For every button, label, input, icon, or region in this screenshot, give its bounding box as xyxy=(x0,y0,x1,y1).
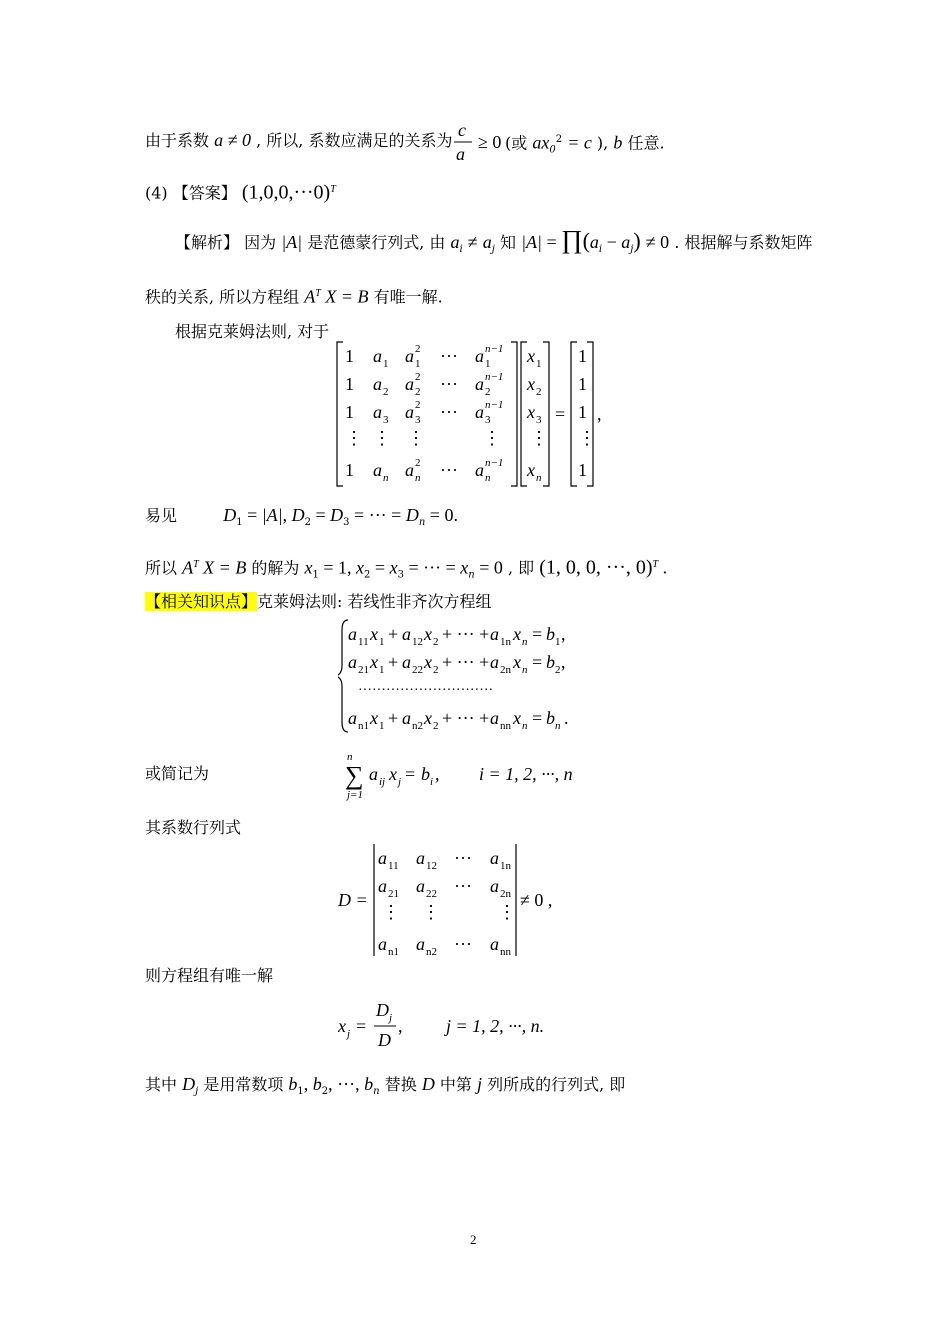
svg-text:a: a xyxy=(490,876,499,896)
svg-text:n2: n2 xyxy=(426,946,437,958)
svg-text:a: a xyxy=(373,402,382,422)
svg-text:n1: n1 xyxy=(358,720,369,732)
svg-text:n: n xyxy=(536,472,542,484)
svg-text:1: 1 xyxy=(578,402,587,422)
svg-text:···: ··· xyxy=(440,402,458,422)
svg-text:b: b xyxy=(546,652,555,672)
svg-text:=: = xyxy=(356,1016,367,1036)
svg-text:⋮: ⋮ xyxy=(373,428,391,448)
math-xj-formula xyxy=(338,996,568,1052)
svg-text:+: + xyxy=(388,652,399,672)
svg-text:a: a xyxy=(405,402,414,422)
svg-text:+ ··· +: + ··· + xyxy=(442,624,490,644)
svg-text:x: x xyxy=(424,652,432,672)
svg-text:2: 2 xyxy=(433,664,439,676)
line-easy-see: 易见 $D_1 = |A|$, $D_2 = D_3$ = ··· = $D_n = 0$. xyxy=(145,505,458,529)
svg-text:a: a xyxy=(348,652,357,672)
text-coeff-determinant: 其系数行列式 xyxy=(145,818,242,837)
svg-text:a: a xyxy=(373,460,382,480)
math-xj-rhs: j = 1, 2, ···, n. xyxy=(446,1016,545,1036)
svg-text:,: , xyxy=(597,404,602,424)
svg-text:x: x xyxy=(513,708,521,728)
math-b-list: b xyxy=(288,1074,298,1094)
svg-text:1: 1 xyxy=(415,358,421,370)
svg-text:x: x xyxy=(527,460,535,480)
svg-text:a: a xyxy=(490,848,499,868)
line-coefficient-relation xyxy=(145,128,452,153)
svg-text:a: a xyxy=(416,848,425,868)
text-rank: 秩的关系, 所以方程组 xyxy=(145,287,300,307)
svg-text:n: n xyxy=(415,472,421,484)
svg-text:x: x xyxy=(527,374,535,394)
svg-text:3: 3 xyxy=(536,414,542,426)
svg-text:x: x xyxy=(527,346,535,366)
svg-text:⋮: ⋮ xyxy=(578,428,596,448)
text-so: 所以 xyxy=(145,558,178,578)
svg-text:a: a xyxy=(475,374,484,394)
svg-text:n: n xyxy=(522,636,528,648)
text-formed-det: 列所成的行列式, 即 xyxy=(487,1075,626,1094)
svg-text:2: 2 xyxy=(415,343,421,355)
svg-text:x: x xyxy=(370,708,378,728)
svg-text:n−1: n−1 xyxy=(485,371,504,383)
svg-text:1: 1 xyxy=(345,346,354,366)
svg-text:x: x xyxy=(513,652,521,672)
question-number: (4) xyxy=(145,183,168,203)
text-know: 知 xyxy=(499,233,516,252)
svg-text:x: x xyxy=(370,624,378,644)
line-analysis: 【解析】 因为 |A| 是范德蒙行列式, 由 $a_i \ne a_j$ 知 $|A| = \prod(a_i - a_j) \ne 0$ . 根据解与系数矩阵 xyxy=(175,225,813,256)
svg-text:1: 1 xyxy=(345,374,354,394)
svg-text:=: = xyxy=(555,404,566,424)
svg-text:,: , xyxy=(398,1016,403,1036)
svg-text:b: b xyxy=(546,708,555,728)
svg-text:a: a xyxy=(405,374,414,394)
svg-text:a: a xyxy=(378,934,387,954)
svg-text:∑: ∑ xyxy=(345,761,364,790)
svg-text:+ ··· +: + ··· + xyxy=(442,652,490,672)
text-solution-is: 的解为 xyxy=(251,558,300,578)
math-prod-neq-0: ≠ 0 xyxy=(645,232,670,252)
math-D-eq: D = xyxy=(338,890,368,910)
text-or-end: ), xyxy=(596,133,609,153)
line-unique-solution-2 xyxy=(145,964,273,988)
svg-text:3: 3 xyxy=(415,414,421,426)
svg-text:x: x xyxy=(338,1016,346,1036)
svg-text:n: n xyxy=(347,752,353,763)
svg-text:a: a xyxy=(490,652,499,672)
svg-text:a: a xyxy=(402,652,411,672)
math-ge-0: ≥ 0 xyxy=(478,132,502,152)
svg-text:,: , xyxy=(561,652,566,672)
svg-text:22: 22 xyxy=(412,664,423,676)
svg-text:a: a xyxy=(373,346,382,366)
math-vandermonde-system xyxy=(335,340,615,488)
answer-transpose: T xyxy=(330,184,336,195)
math-abs-A: |A| xyxy=(281,232,303,252)
svg-text:x: x xyxy=(424,708,432,728)
svg-text:a: a xyxy=(402,624,411,644)
svg-text:a: a xyxy=(373,374,382,394)
svg-text:···: ··· xyxy=(454,848,472,868)
svg-text:2n: 2n xyxy=(500,888,511,900)
svg-text:2: 2 xyxy=(415,371,421,383)
svg-text:n: n xyxy=(383,472,389,484)
svg-text:2: 2 xyxy=(536,386,542,398)
svg-text:11: 11 xyxy=(388,860,399,872)
math-D1: D xyxy=(223,505,237,525)
line-short-form xyxy=(145,762,209,786)
svg-text:nn: nn xyxy=(500,720,511,732)
text-unique: 有唯一解. xyxy=(373,287,443,307)
svg-text:n−1: n−1 xyxy=(485,399,504,411)
svg-text:11: 11 xyxy=(358,636,369,648)
text-coeff-mid: , 所以, 系数应满足的关系为 xyxy=(256,131,453,150)
svg-text:1: 1 xyxy=(536,358,542,370)
svg-text:···: ··· xyxy=(440,346,458,366)
knowledge-tag: 【相关知识点】 xyxy=(145,592,258,611)
svg-text:⋮: ⋮ xyxy=(345,428,363,448)
svg-text:n−1: n−1 xyxy=(485,343,504,355)
svg-text:=: = xyxy=(532,708,543,728)
svg-text:⋮: ⋮ xyxy=(382,902,400,922)
svg-text:1: 1 xyxy=(555,636,561,648)
svg-text:a: a xyxy=(475,346,484,366)
math-det-neq0: ≠ 0 , xyxy=(520,890,553,910)
math-D: D xyxy=(421,1074,435,1094)
svg-text:a: a xyxy=(416,934,425,954)
svg-text:a: a xyxy=(490,624,499,644)
line-coeff-determinant xyxy=(145,816,241,840)
svg-text:a: a xyxy=(490,708,499,728)
svg-text:2: 2 xyxy=(485,386,491,398)
text-easy-see: 易见 xyxy=(145,506,178,525)
text-cramer-rule: 克莱姆法则: 若线性非齐次方程组 xyxy=(257,592,492,611)
line-knowledge-point xyxy=(145,590,492,614)
svg-text:j=1: j=1 xyxy=(347,789,363,801)
text-short-form: 或简记为 xyxy=(145,764,210,783)
text-vandermonde: 是范德蒙行列式, 由 xyxy=(307,233,446,252)
svg-text:+: + xyxy=(388,708,399,728)
math-sum-equation xyxy=(345,752,585,802)
text-coeff-intro: 由于系数 xyxy=(145,131,210,150)
svg-text:1n: 1n xyxy=(500,860,511,872)
svg-text:n−1: n−1 xyxy=(485,457,504,469)
text-ie: , 即 xyxy=(507,558,535,578)
svg-text:n: n xyxy=(522,720,528,732)
svg-text:+: + xyxy=(388,624,399,644)
svg-text:2n: 2n xyxy=(500,664,511,676)
math-sum-rhs: i = 1, 2, ···, n xyxy=(479,764,573,784)
svg-text:···: ··· xyxy=(440,374,458,394)
svg-text:1n: 1n xyxy=(500,636,511,648)
page-number: 2 xyxy=(470,1232,477,1247)
svg-text:a: a xyxy=(378,848,387,868)
svg-text:2: 2 xyxy=(383,386,389,398)
svg-text:j: j xyxy=(398,776,402,788)
svg-text:⋮: ⋮ xyxy=(407,428,425,448)
math-j: j xyxy=(477,1074,483,1094)
svg-text:=: = xyxy=(405,764,416,784)
math-ATX: A xyxy=(304,286,316,307)
svg-text:a: a xyxy=(475,460,484,480)
svg-text:n: n xyxy=(485,472,491,484)
line-cramer-intro xyxy=(175,320,329,344)
text-rank-relation: . 根据解与系数矩阵 xyxy=(674,233,813,252)
svg-text:21: 21 xyxy=(358,664,369,676)
line-unique-solution: 秩的关系, 所以方程组 $A^T$ X = B 有唯一解. xyxy=(145,286,443,307)
svg-text:⋮: ⋮ xyxy=(483,428,501,448)
math-ax0: ax xyxy=(532,132,550,153)
text-unique-solution: 则方程组有唯一解 xyxy=(145,966,274,985)
analysis-tag: 【解析】 xyxy=(175,233,240,252)
svg-text:c: c xyxy=(458,120,466,140)
math-b: b xyxy=(613,132,623,153)
svg-text:·····························: ····························· xyxy=(358,683,494,698)
svg-text:=: = xyxy=(532,624,543,644)
svg-text:n: n xyxy=(522,664,528,676)
svg-text:···: ··· xyxy=(454,934,472,954)
svg-text:3: 3 xyxy=(383,414,389,426)
svg-text:a: a xyxy=(490,934,499,954)
svg-text:⋮: ⋮ xyxy=(422,902,440,922)
svg-text:12: 12 xyxy=(426,860,437,872)
svg-text:12: 12 xyxy=(412,636,423,648)
text-constant-terms: 是用常数项 xyxy=(203,1075,284,1094)
svg-text:,: , xyxy=(561,624,566,644)
svg-text:n: n xyxy=(555,720,561,732)
line-coefficient-or: (或 $ax_0^2 = c$ ), b 任意. xyxy=(505,132,665,156)
svg-text:a: a xyxy=(456,144,465,164)
svg-text:a: a xyxy=(475,402,484,422)
svg-text:j: j xyxy=(347,1028,351,1040)
svg-text:2: 2 xyxy=(555,664,561,676)
text-cramer-intro: 根据克莱姆法则, 对于 xyxy=(175,322,330,341)
svg-text:+ ··· +: + ··· + xyxy=(442,708,490,728)
svg-text:a: a xyxy=(348,624,357,644)
answer-tag: 【答案】 xyxy=(172,183,237,203)
svg-text:1: 1 xyxy=(578,374,587,394)
svg-text:b: b xyxy=(546,624,555,644)
svg-text:,: , xyxy=(435,764,440,784)
svg-text:3: 3 xyxy=(485,414,491,426)
svg-text:a: a xyxy=(348,708,357,728)
svg-text:x: x xyxy=(370,652,378,672)
math-determinant-D xyxy=(338,842,578,958)
svg-text:D: D xyxy=(378,1030,391,1050)
svg-text:D: D xyxy=(376,1000,389,1020)
svg-text:i: i xyxy=(430,776,434,788)
svg-text:2: 2 xyxy=(415,386,421,398)
svg-text:a: a xyxy=(405,460,414,480)
math-linear-system xyxy=(338,616,598,736)
svg-text:b: b xyxy=(421,764,430,784)
line-solution: 所以 $A^T$ X = B 的解为 $x_1 = 1$, $x_2 = x_3$ = ··· = $x_n = 0$ , 即 (1, 0, 0, ···, 0)$^T$ . xyxy=(145,556,668,581)
svg-text:21: 21 xyxy=(388,888,399,900)
text-because: 因为 xyxy=(244,233,277,252)
svg-text:n2: n2 xyxy=(412,720,423,732)
svg-text:1: 1 xyxy=(379,720,385,732)
text-any: 任意. xyxy=(627,133,665,153)
text-column-of: 中第 xyxy=(439,1075,472,1094)
svg-text:⋮: ⋮ xyxy=(498,902,516,922)
svg-text:ij: ij xyxy=(379,776,386,788)
svg-text:j: j xyxy=(389,1012,393,1024)
math-eq-c: = c xyxy=(567,132,592,153)
svg-text:=: = xyxy=(532,652,543,672)
svg-text:n1: n1 xyxy=(388,946,399,958)
svg-text:x: x xyxy=(389,764,397,784)
svg-text:a: a xyxy=(416,876,425,896)
answer-vector: (1,0,0,···0) xyxy=(241,181,331,204)
svg-text:1: 1 xyxy=(379,636,385,648)
text-or: (或 xyxy=(505,133,528,153)
svg-text:1: 1 xyxy=(578,460,587,480)
svg-text:x: x xyxy=(424,624,432,644)
text-replace: 替换 xyxy=(384,1075,417,1094)
svg-text:⋮: ⋮ xyxy=(530,428,548,448)
svg-text:1: 1 xyxy=(345,460,354,480)
math-Dj: D xyxy=(182,1074,196,1094)
svg-text:···: ··· xyxy=(454,876,472,896)
svg-text:a: a xyxy=(378,876,387,896)
svg-text:2: 2 xyxy=(415,457,421,469)
svg-text:a: a xyxy=(405,346,414,366)
svg-text:nn: nn xyxy=(500,946,511,958)
svg-text:2: 2 xyxy=(433,636,439,648)
svg-text:2: 2 xyxy=(415,399,421,411)
math-x1: x xyxy=(304,557,313,578)
line-answer xyxy=(145,178,336,205)
math-ai: a xyxy=(450,232,460,252)
line-dj-def: 其中 $D_j$ 是用常数项 $b_1$, $b_2$, ···, $b_n$ 替换 D 中第 j 列所成的行列式, 即 xyxy=(145,1074,626,1098)
svg-text:1: 1 xyxy=(379,664,385,676)
svg-text:22: 22 xyxy=(426,888,437,900)
svg-text:x: x xyxy=(513,624,521,644)
svg-text:1: 1 xyxy=(485,358,491,370)
svg-text:1: 1 xyxy=(383,358,389,370)
svg-text:x: x xyxy=(527,402,535,422)
math-a-neq-0: a ≠ 0 xyxy=(214,130,251,150)
svg-text:a: a xyxy=(402,708,411,728)
text-where: 其中 xyxy=(145,1075,178,1094)
svg-text:1: 1 xyxy=(578,346,587,366)
svg-text:.: . xyxy=(564,708,569,728)
svg-text:2: 2 xyxy=(433,720,439,732)
svg-text:1: 1 xyxy=(345,402,354,422)
svg-text:a: a xyxy=(369,764,378,784)
svg-text:···: ··· xyxy=(440,460,458,480)
